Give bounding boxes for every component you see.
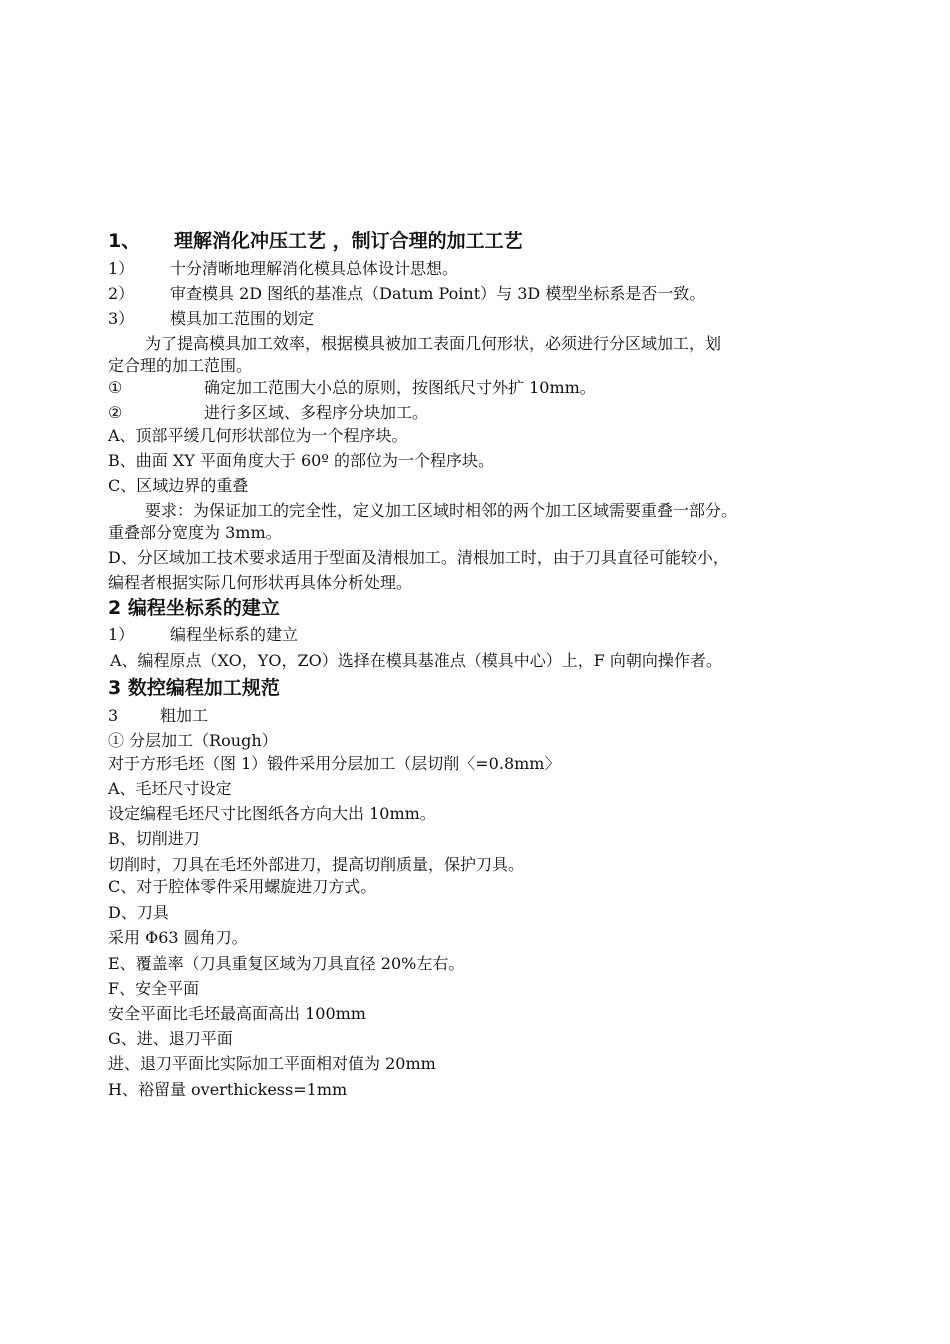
item-text: 模具加工范围的划定 [170, 309, 315, 328]
section2-heading: 2 编程坐标系的建立 [108, 597, 280, 619]
section1-heading [108, 229, 523, 253]
section1-point-b: B、曲面 XY 平面角度大于 60º 的部位为一个程序块。 [108, 451, 494, 470]
section1-requirement-line2: 重叠部分宽度为 3mm。 [108, 523, 282, 542]
item-text: 审查模具 2D 图纸的基准点（Datum Point）与 3D 模型坐标系是否一致。 [170, 284, 706, 303]
section3-point-a: A、毛坯尺寸设定 [108, 779, 232, 798]
item-number: 1） [108, 259, 135, 278]
section3-heading: 3 数控编程加工规范 [108, 677, 280, 699]
section3-point-e: E、覆盖率（刀具重复区域为刀具直径 20%左右。 [108, 954, 465, 973]
subheading-text: 粗加工 [160, 706, 209, 725]
section3-point-f-desc: 安全平面比毛坯最高面高出 100mm [108, 1004, 366, 1023]
section3-subheading [108, 706, 208, 726]
subheading-number: 3 [108, 706, 119, 725]
section2-item1 [108, 625, 298, 645]
section3-point-c: C、对于腔体零件采用螺旋进刀方式。 [108, 877, 377, 896]
section3-point-d: D、刀具 [108, 903, 169, 922]
section3-point-d-desc: 采用 Φ63 圆角刀。 [108, 928, 248, 947]
section1-item3 [108, 309, 314, 329]
section1-heading-text: 理解消化冲压工艺 ，制订合理的加工工艺 [174, 230, 523, 252]
section1-requirement-line1: 要求：为保证加工的完全性，定义加工区域时相邻的两个加工区域需要重叠一部分。 [145, 501, 738, 520]
section3-layer-machining: ① 分层加工（Rough） [108, 731, 278, 750]
section3-point-h: H、裕留量 overthickess=1mm [108, 1080, 348, 1099]
section1-item1 [108, 259, 458, 279]
circled-number: ② [108, 403, 123, 422]
item-text: 十分清晰地理解消化模具总体设计思想。 [170, 259, 459, 278]
section1-point-d-line1: D、分区域加工技术要求适用于型面及清根加工。清根加工时，由于刀具直径可能较小， [108, 548, 729, 567]
section1-point-c: C、区域边界的重叠 [108, 476, 249, 495]
section3-point-a-desc: 设定编程毛坯尺寸比图纸各方向大出 10mm。 [108, 804, 436, 823]
circled-text: 进行多区域、多程序分块加工。 [204, 403, 429, 422]
section1-paragraph-line2: 定合理的加工范围。 [108, 356, 253, 375]
section3-point-f: F、安全平面 [108, 979, 200, 998]
section3-point-g-desc: 进、退刀平面比实际加工平面相对值为 20mm [108, 1054, 436, 1073]
section1-item2 [108, 284, 705, 304]
item-number: 1） [108, 625, 135, 644]
section3-point-g: G、进、退刀平面 [108, 1029, 233, 1048]
section3-layer-description: 对于方形毛坯（图 1）锻件采用分层加工（层切削〈=0.8mm〉 [108, 754, 561, 773]
section1-circled-item2 [108, 403, 428, 423]
section2-point-a: A、编程原点（XO，YO，ZO）选择在模具基准点（模具中心）上，F 向朝向操作者。 [110, 651, 722, 670]
section1-circled-item1 [108, 378, 596, 398]
item-number: 2） [108, 284, 135, 303]
section1-point-a: A、顶部平缓几何形状部位为一个程序块。 [108, 426, 408, 445]
circled-number: ① [108, 378, 123, 397]
item-text: 编程坐标系的建立 [170, 625, 299, 644]
section3-point-b-desc: 切削时，刀具在毛坯外部进刀，提高切削质量，保护刀具。 [108, 855, 525, 874]
section1-paragraph-line1: 为了提高模具加工效率，根据模具被加工表面几何形状，必须进行分区域加工，划 [145, 334, 722, 353]
section1-point-d-line2: 编程者根据实际几何形状再具体分析处理。 [108, 573, 413, 592]
section3-point-b: B、切削进刀 [108, 829, 200, 848]
item-number: 3） [108, 309, 135, 328]
section1-heading-number: 1、 [108, 230, 141, 252]
circled-text: 确定加工范围大小总的原则，按图纸尺寸外扩 10mm。 [204, 378, 596, 397]
